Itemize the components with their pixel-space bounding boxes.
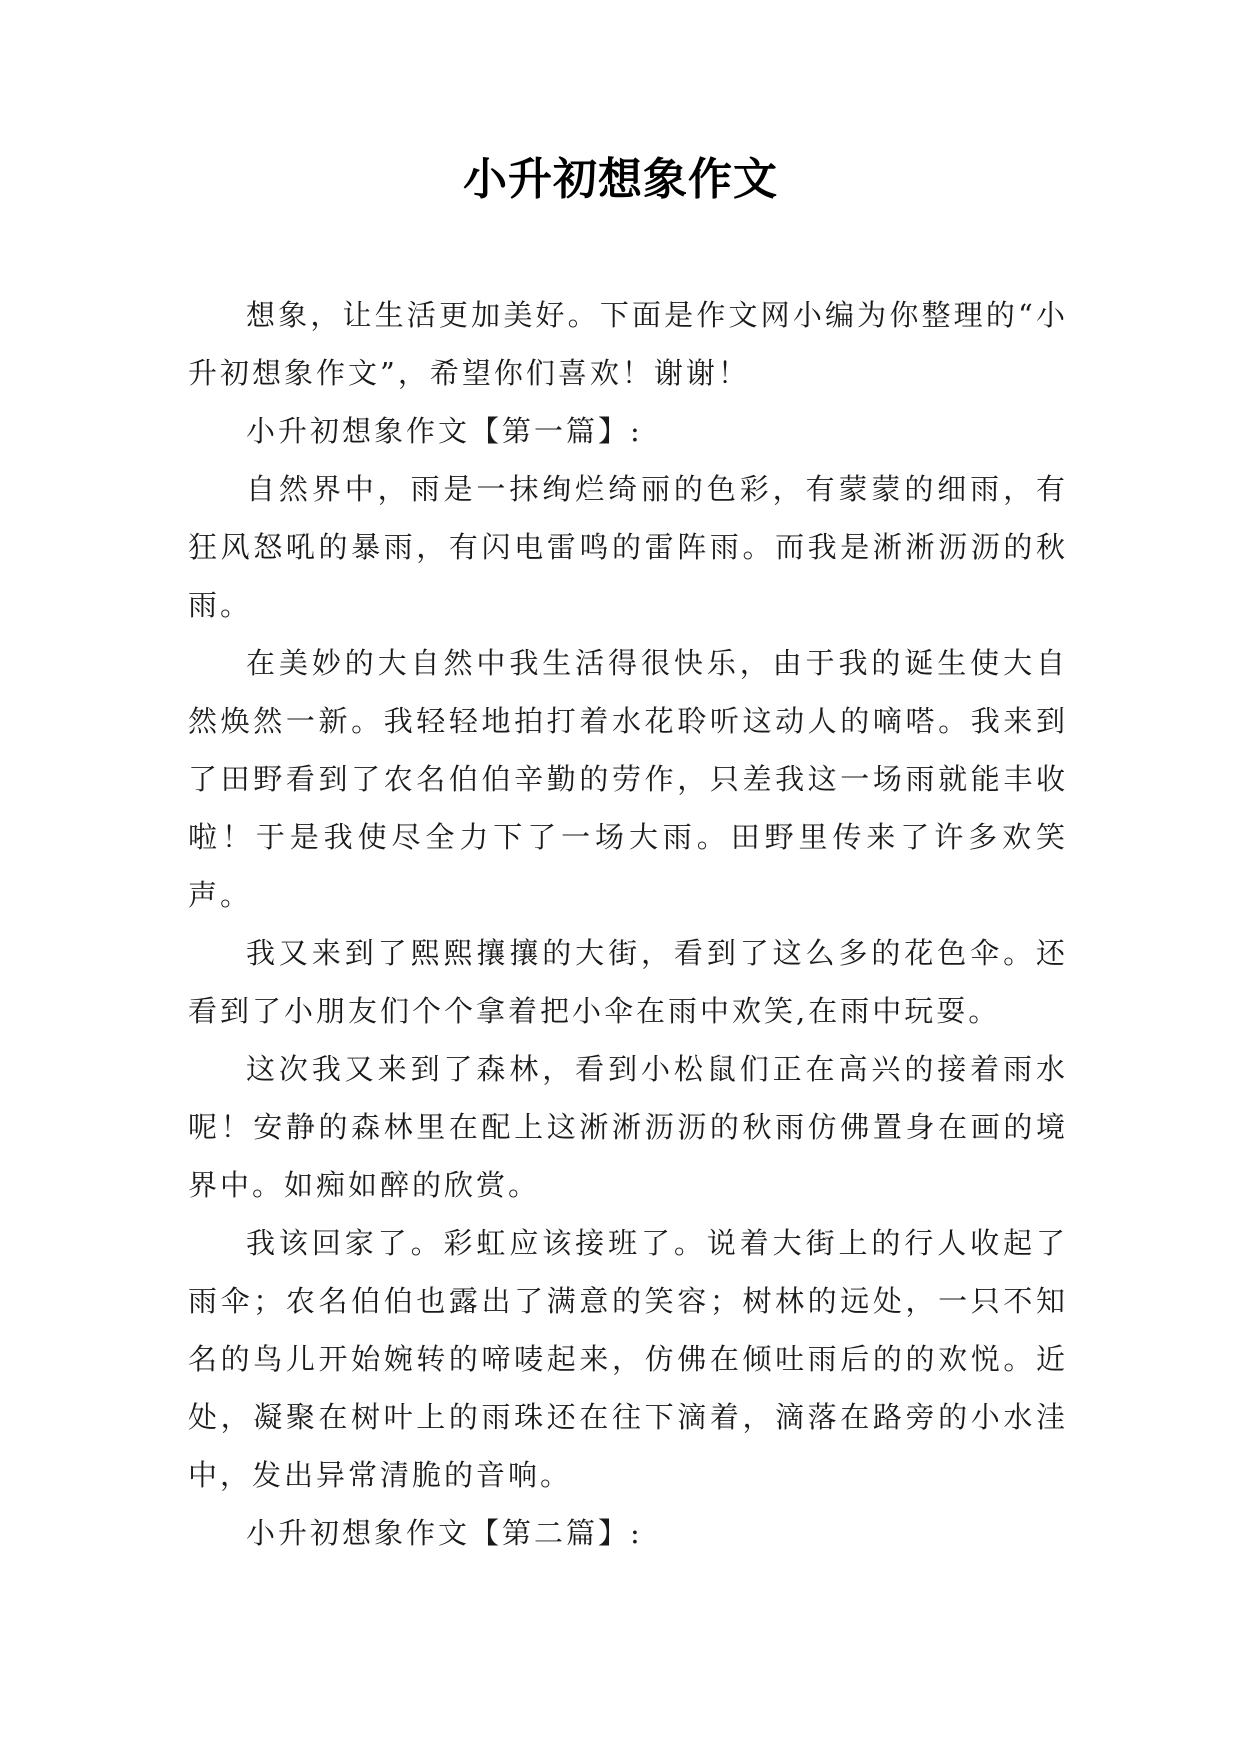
paragraph-3: 我又来到了熙熙攘攘的大街，看到了这么多的花色伞。还看到了小朋友们个个拿着把小伞在雨中欢笑,在雨中玩耍。 <box>188 936 1068 1028</box>
intro-paragraph: 想象，让生活更加美好。下面是作文网小编为你整理的“小升初想象作文”，希望你们喜欢！谢谢！ <box>188 298 1068 390</box>
paragraph-4: 这次我又来到了森林，看到小松鼠们正在高兴的接着雨水呢！安静的森林里在配上这淅淅沥沥的秋雨仿佛置身在画的境界中。如痴如醉的欣赏。 <box>188 1052 1068 1202</box>
document-body <box>188 286 1068 1562</box>
section-heading-1: 小升初想象作文【第一篇】: <box>246 414 643 448</box>
paragraph-2: 在美妙的大自然中我生活得很快乐，由于我的诞生使大自然焕然一新。我轻轻地拍打着水花聆听这动人的嘀嗒。我来到了田野看到了农名伯伯辛勤的劳作，只差我这一场雨就能丰收啦！于是我使尽全力下了一场大雨。田野里传来了许多欢笑声。 <box>188 646 1068 912</box>
paragraph-1: 自然界中，雨是一抹绚烂绮丽的色彩，有蒙蒙的细雨，有狂风怒吼的暴雨，有闪电雷鸣的雷阵雨。而我是淅淅沥沥的秋雨。 <box>188 472 1068 622</box>
section-heading-2: 小升初想象作文【第二篇】: <box>246 1516 643 1550</box>
paragraph-5: 我该回家了。彩虹应该接班了。说着大街上的行人收起了雨伞；农名伯伯也露出了满意的笑容；树林的远处，一只不知名的鸟儿开始婉转的啼唛起来，仿佛在倾吐雨后的的欢悦。近处，凝聚在树叶上的雨珠还在往下滴着，滴落在路旁的小水洼中，发出异常清脆的音响。 <box>188 1226 1068 1492</box>
document-title: 小升初想象作文 <box>463 154 778 205</box>
